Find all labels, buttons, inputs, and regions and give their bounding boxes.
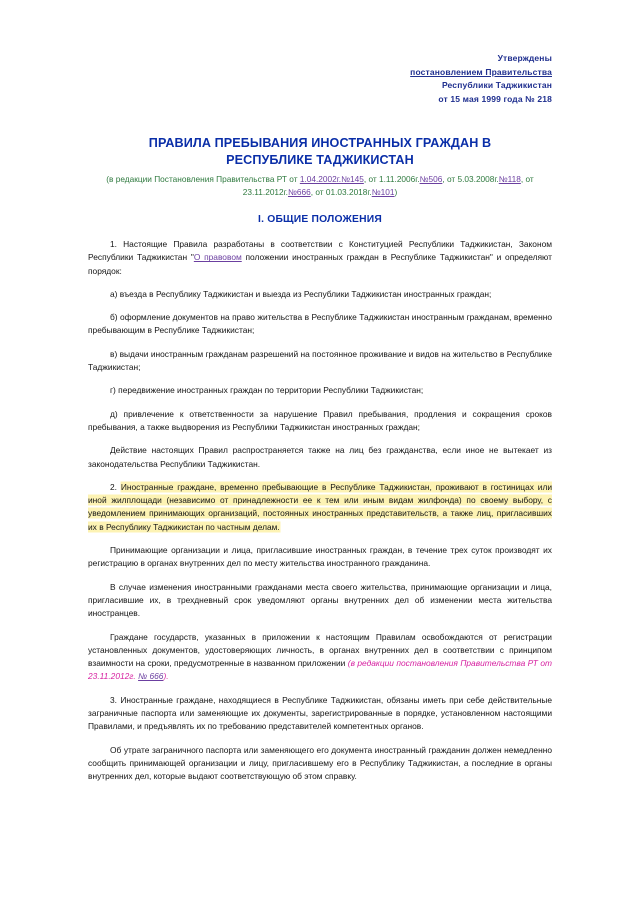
approval-line-2-link[interactable]: постановлением Правительства (410, 66, 552, 77)
redaction-link-506[interactable]: №506 (419, 174, 443, 184)
redaction-link-118[interactable]: №118 (498, 174, 521, 184)
paragraph-1-text-part-2: положении иностранных граждан в Республике Таджикистан" и определяют порядок: (88, 252, 552, 276)
document-title-line-1: ПРАВИЛА ПРЕБЫВАНИЯ ИНОСТРАННЫХ ГРАЖДАН В (148, 136, 492, 150)
paragraph-item-b: б) оформление документов на право жительства в Республике Таджикистан иностранным гражданам, временно пребывающим в Республике Таджикистан; (88, 312, 552, 336)
paragraph-2-number: 2. (110, 481, 121, 492)
paragraph-registration: Принимающие организации и лица, пригласившие иностранных граждан, в течение трех суток производят их регистрацию в органах внутренних дел по месту жительства иностранного гражданина. (88, 545, 552, 569)
amendment-note-666-part-2: ). (163, 671, 169, 682)
redaction-sep-3: , от 23.11.2012г. (242, 174, 534, 197)
paragraph-change-of-residence: В случае изменения иностранными гражданами места своего жительства, принимающие организации и лица, пригласившие их, в трехдневный срок уведомляют органы внутренних дел об изменении места жительства иностранцев. (88, 581, 552, 619)
redaction-sep-2: , от 5.03.2008г. (442, 174, 499, 184)
paragraph-item-v: в) выдачи иностранным гражданам разрешений на постоянное проживание и видов на жительство в Республике Таджикистан; (88, 348, 552, 373)
redaction-link-145[interactable]: 1.04.2002г.№145 (299, 174, 364, 184)
paragraph-scope-stateless: Действие настоящих Правил распространяется также на лиц без гражданства, если иное не вытекает из законодательства Республики Таджикистан. (88, 445, 552, 469)
paragraph-item-g: г) передвижение иностранных граждан по территории Республики Таджикистан; (110, 385, 424, 396)
paragraph-2-highlight-text: Иностранные граждане, временно пребывающие в Республике Таджикистан, проживают в гостиницах или иной жилплощади (независимо от принадлежности ее к тем или иным видам жилфонда) по своему выбору, с уведомлением принимающих организаций, постоянных иностранных представительств, а также лиц, пригласивших их в Республику Таджикистан по частным делам. (88, 481, 553, 532)
redaction-link-666[interactable]: №666 (287, 186, 311, 197)
redaction-note (88, 173, 552, 198)
link-o-pravovom[interactable]: О правовом (193, 252, 242, 263)
amendment-note-666-part-1: (в редакции постановления Правительства РТ от 23.11.2012г. (88, 658, 552, 682)
document-content-column (88, 0, 552, 784)
approval-line-4: от 15 мая 1999 года № 218 (438, 93, 552, 104)
document-title (88, 135, 552, 169)
approval-block (88, 52, 552, 106)
paragraph-lost-passport: Об утрате заграничного паспорта или заменяющего его документа иностранный гражданин должен немедленно сообщить принимающей организации и лицу, пригласившему его в Республику Таджикистан, а последние в органы внутренних дел, которые выдают соответствующую об этом справку. (88, 744, 552, 782)
document-title-line-2: РЕСПУБЛИКЕ ТАДЖИКИСТАН (226, 153, 414, 167)
redaction-sep-4: , от 01.03.2018г. (310, 186, 372, 197)
paragraph-1-text-part-1: 1. Настоящие Правила разработаны в соответствии с Конституцией Республики Таджикистан, Законом Республики Таджикистан " (88, 239, 552, 263)
approval-line-1: Утверждены (497, 53, 552, 63)
paragraph-exemption-text: Граждане государств, указанных в приложении к настоящим Правилам освобождаются от регистрации установленных документов, удостоверяющих личность, в органах внутренних дел в соответствии с принципом взаимности на сроки, предусмотренные в названном приложении (88, 631, 552, 669)
paragraph-3-passport-obligation: 3. Иностранные граждане, находящиеся в Республике Таджикистан, обязаны иметь при себе действительные заграничные паспорта или заменяющие их документы, зарегистрированные в порядке, установленном настоящими Правилами, и предъявлять их по требованию представителей компетентных органов. (88, 694, 552, 732)
paragraph-item-d: д) привлечение к ответственности за нарушение Правил пребывания, продления и сокращения сроков пребывания, а также выдворения из Республики Таджикистан иностранных граждан; (88, 408, 552, 432)
section-heading-general-provisions: I. ОБЩИЕ ПОЛОЖЕНИЯ (258, 214, 382, 225)
paragraph-registration-exemption (88, 631, 552, 684)
redaction-sep-1: , от 1.11.2006г. (363, 174, 420, 184)
redaction-link-101[interactable]: №101 (371, 186, 395, 197)
redaction-prefix: (в редакции Постановления Правительства РТ от (106, 174, 300, 184)
redaction-suffix: ) (394, 186, 398, 197)
paragraph-1 (88, 238, 552, 278)
approval-line-3: Республики Таджикистан (441, 80, 552, 90)
amendment-link-666[interactable]: № 666 (138, 671, 164, 682)
paragraph-item-a: а) въезда в Республику Таджикистан и выезда из Республики Таджикистан иностранных граждан; (110, 288, 492, 299)
paragraph-2-highlighted (88, 481, 552, 534)
